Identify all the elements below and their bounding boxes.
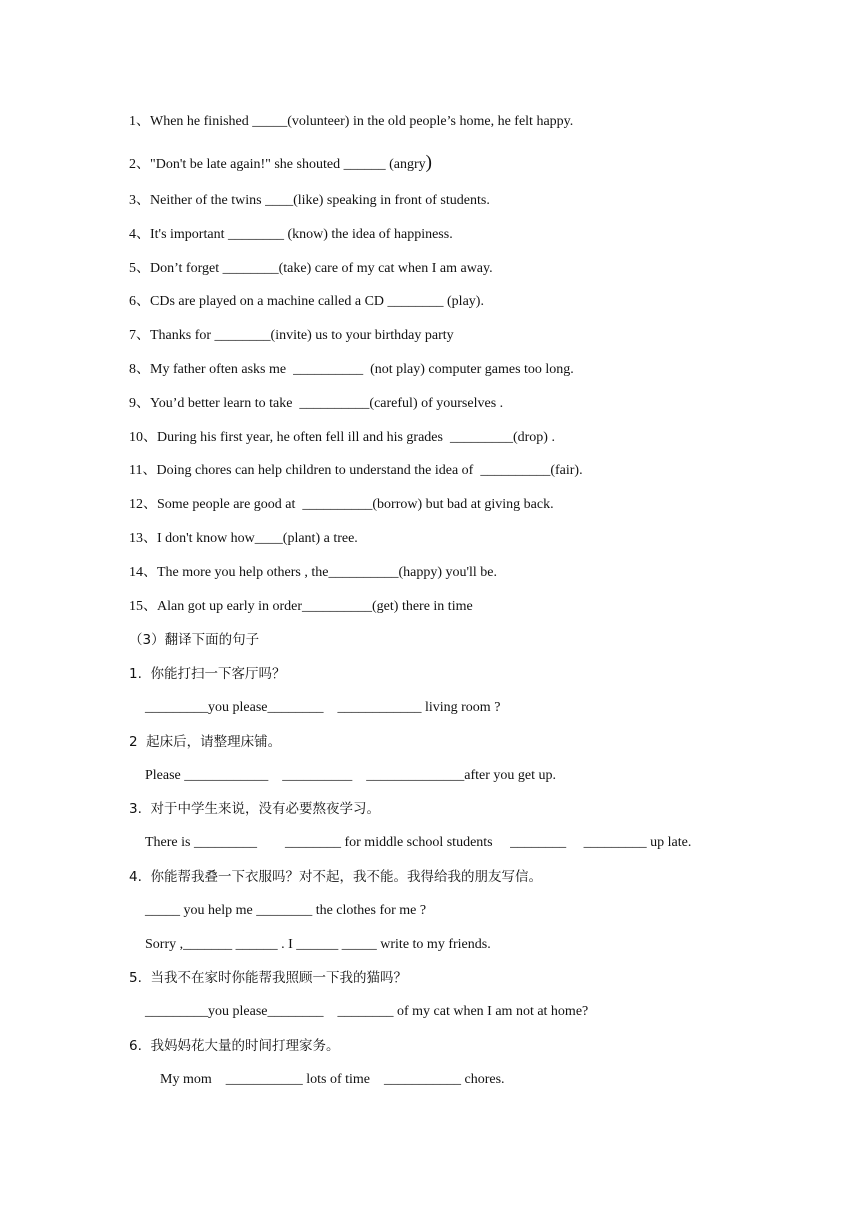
translation-answer-4b: Sorry ,_______ ______ . I ______ _____ write to my friends. [145, 937, 491, 952]
exercise-5: 5、Don’t forget ________(take) care of my cat when I am away. [129, 261, 493, 276]
exercise-7: 7、Thanks for ________(invite) us to your birthday party [129, 328, 454, 343]
exercise-4: 4、It's important ________ (know) the idea of happiness. [129, 227, 453, 242]
translation-answer-3: There is _________ ________ for middle school students ________ _________ up late. [145, 835, 692, 850]
translation-heading: （3）翻译下面的句子 [129, 632, 260, 648]
exercise-2-text: 2、"Don't be late again!" she shouted ______ (angry [129, 157, 426, 172]
translation-prompt-1: 1. 你能打扫一下客厅吗？ [129, 666, 286, 682]
exercise-15: 15、Alan got up early in order__________(get) there in time [129, 599, 473, 614]
translation-prompt-2: 2 起床后，请整理床铺。 [129, 734, 282, 750]
exercise-14: 14、The more you help others , the__________(happy) you'll be. [129, 565, 498, 580]
exercise-8: 8、My father often asks me __________ (not play) computer games too long. [129, 362, 574, 377]
exercise-10: 10、During his first year, he often fell ill and his grades _________(drop) . [129, 430, 555, 445]
translation-answer-4a: _____ you help me ________ the clothes for me ? [145, 903, 427, 918]
exercise-9: 9、You’d better learn to take __________(careful) of yourselves . [129, 396, 504, 411]
translation-answer-6: My mom ___________ lots of time ___________ chores. [160, 1072, 505, 1087]
exercise-2-close-paren: ) [425, 152, 432, 173]
translation-answer-2: Please ____________ __________ ______________after you get up. [145, 768, 557, 783]
exercise-12: 12、Some people are good at __________(borrow) but bad at giving back. [129, 497, 554, 512]
translation-answer-1: _________you please________ ____________ living room ? [145, 700, 501, 715]
exercise-6: 6、CDs are played on a machine called a CD ________ (play). [129, 294, 484, 309]
translation-answer-5: _________you please________ ________ of my cat when I am not at home? [145, 1004, 589, 1019]
exercise-2 [129, 154, 432, 174]
exercise-3: 3、Neither of the twins ____(like) speaking in front of students. [129, 193, 490, 208]
exercise-1: 1、When he finished _____(volunteer) in the old people’s home, he felt happy. [129, 114, 574, 129]
exercise-11: 11、Doing chores can help children to understand the idea of __________(fair). [129, 463, 583, 478]
translation-prompt-5: 5. 当我不在家时你能帮我照顾一下我的猫吗？ [129, 970, 407, 986]
translation-prompt-6: 6. 我妈妈花大量的时间打理家务。 [129, 1038, 340, 1054]
translation-prompt-4: 4. 你能帮我叠一下衣服吗？对不起，我不能。我得给我的朋友写信。 [129, 869, 542, 885]
translation-prompt-3: 3. 对于中学生来说，没有必要熬夜学习。 [129, 801, 380, 817]
exercise-13: 13、I don't know how____(plant) a tree. [129, 531, 358, 546]
